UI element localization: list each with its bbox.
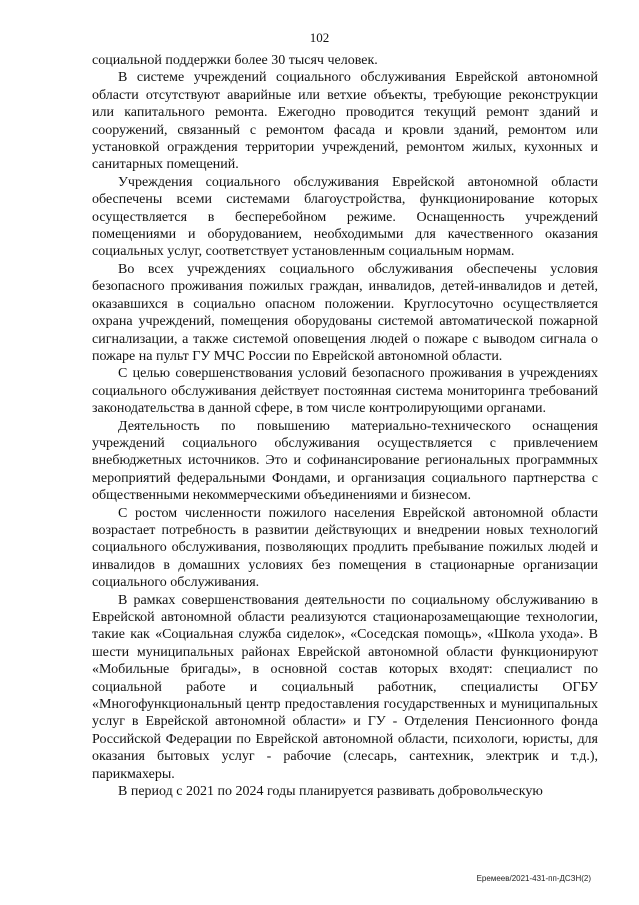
paragraph-replacement-technologies: В рамках совершенствования деятельности по социальному обслуживанию в Еврейской автономной области реализуются стационарозамещающие технологии, такие как «Социальная служба сиделок», «Соседская помощь», «Школа ухода». В шести муниципальных районах Еврейской автономной области функционируют «Мобильные бригады», в основной состав которых входят: специалист по социальной работе и социальный работник, специалисты ОГБУ «Многофункциональный центр предоставления государственных и муниципальных услуг в Еврейской автономной области» и ГУ - Отделения Пенсионного фонда Российской Федерации по Еврейской автономной области, психологи, юристы, для оказания бытовых услуг - рабочие (слесарь, сантехник, электрик и т.д.), парикмахеры. (92, 592, 598, 782)
paragraph-monitoring: С целью совершенствования условий безопасного проживания в учреждениях социального обслуживания действует постоянная система мониторинга требований законодательства в данной сфере, в том числе контролирующими органами. (92, 366, 598, 417)
document-reference: Еремеев/2021-431-пп-ДСЗН(2) (476, 874, 591, 883)
paragraph-amenities: Учреждения социального обслуживания Еврейской автономной области обеспечены всеми системами благоустройства, функционирование которых осуществляется в бесперебойном режиме. Оснащенность учреждений помещениями и оборудованием, необходимыми для качественного оказания социальных услуг, соответствует установленным социальным нормам. (92, 174, 598, 260)
paragraph-material-equipment: Деятельность по повышению материально-технического оснащения учреждений социального обслуживания осуществляется с привлечением внебюджетных источников. Это и софинансирование региональных программных мероприятий федеральными Фондами, и организация социального партнерства с общественными некоммерческими объединениями и бизнесом. (92, 418, 598, 504)
paragraph-safety: Во всех учреждениях социального обслуживания обеспечены условия безопасного проживания пожилых граждан, инвалидов, детей-инвалидов и детей, оказавшихся в социально опасном положении. Круглосуточно осуществляется охрана учреждений, помещения оборудованы системой автоматической пожарной сигнализации, а также системой оповещения людей о пожаре с выводом сигнала о пожаре на пульт ГУ МЧС России по Еврейской автономной области. (92, 261, 598, 364)
paragraph-volunteering: В период с 2021 по 2024 годы планируется развивать добровольческую (118, 784, 543, 800)
paragraph-building-condition: В системе учреждений социального обслуживания Еврейской автономной области отсутствуют аварийные или ветхие объекты, требующие реконструкции или капитального ремонта. Ежегодно проводится текущий ремонт зданий и сооружений, связанный с ремонтом фасада и кровли зданий, ремонтом или установкой ограждения территории учреждений, ремонтом жилых, кухонных и санитарных помещений. (92, 70, 598, 173)
page-number: 102 (309, 30, 330, 45)
paragraph-elderly-growth: С ростом численности пожилого населения Еврейской автономной области возрастает потребность в развитии действующих и внедрении новых технологий социального обслуживания, позволяющих продлить пребывание пожилых людей и инвалидов в домашних условиях без помещения в стационарные организации социального обслуживания. (92, 505, 598, 591)
paragraph-continuation: социальной поддержки более 30 тысяч человек. (92, 53, 378, 68)
body-text (92, 52, 598, 800)
